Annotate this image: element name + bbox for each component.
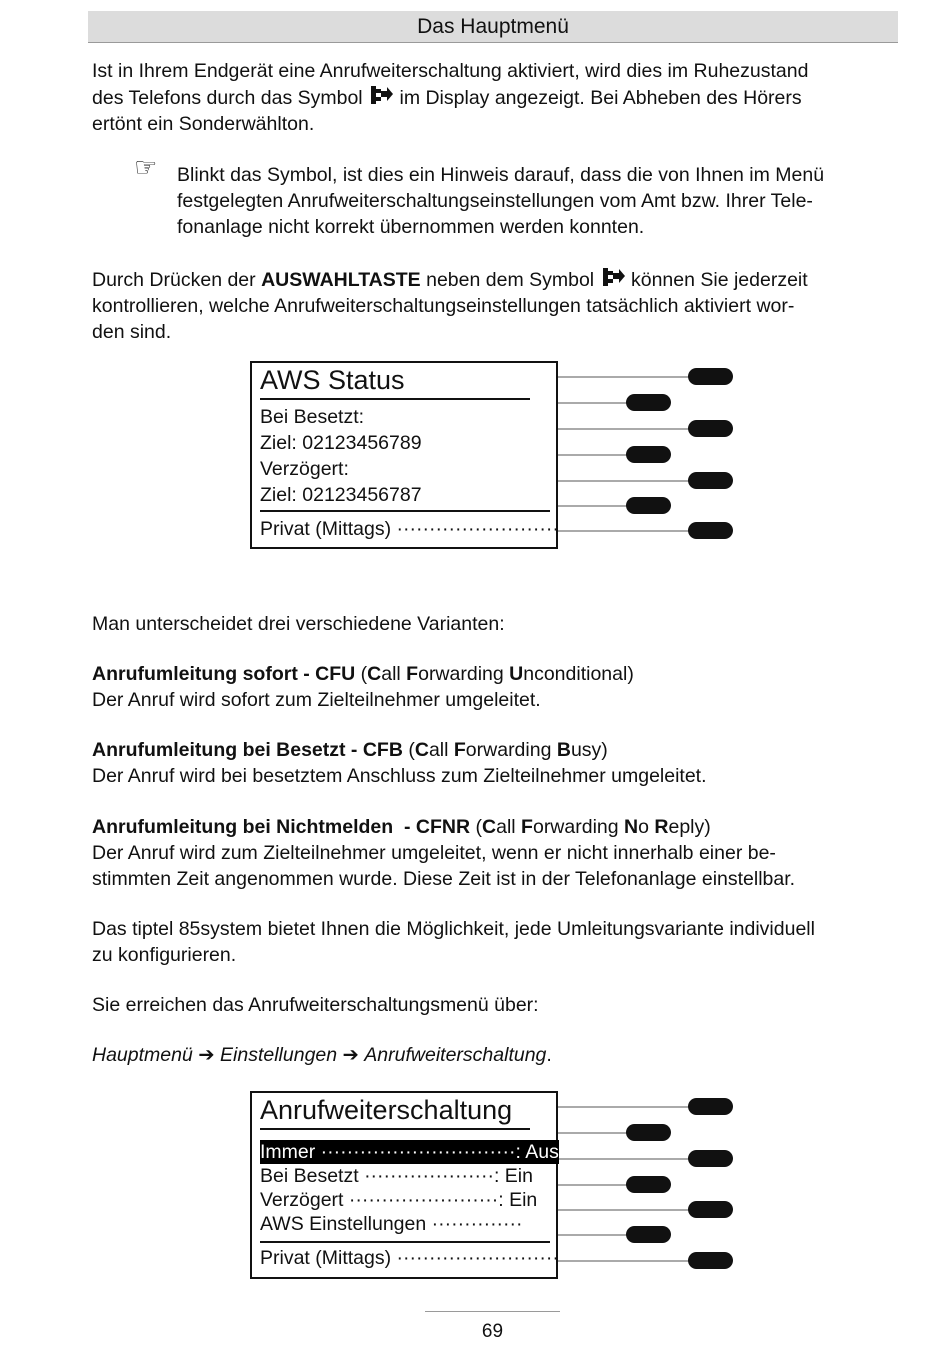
cfu-abbr-letter: F [406, 663, 419, 685]
cfnr-description-1: Der Anruf wird zum Zielteilnehmer umgeleitet, wenn er nicht innerhalb einer be- [92, 842, 776, 864]
system-line-1: Das tiptel 85system bietet Ihnen die Möglichkeit, jede Umleitungsvariante individuell [92, 918, 815, 940]
arrow-right-icon: ➔ [198, 1044, 215, 1066]
path-hauptmenu: Hauptmenü [92, 1044, 193, 1066]
softkey-l1[interactable] [626, 1124, 671, 1141]
note-paragraph [177, 162, 897, 240]
softkey-l2[interactable] [626, 446, 671, 463]
page-number: 69 [481, 1321, 504, 1342]
intro-line-1: Ist in Ihrem Endgerät eine Anrufweiterschaltung aktiviert, wird dies im Ruhezustand [92, 60, 809, 82]
intro-line-3: ertönt ein Sonderwählton. [92, 113, 315, 135]
page-header [88, 11, 898, 43]
cfu-description: Der Anruf wird sofort zum Zielteilnehmer umgeleitet. [92, 689, 541, 711]
title-rule [260, 398, 530, 400]
menu-item-dots: ······················· [348, 1189, 499, 1211]
variants-intro: Man unterscheidet drei verschiedene Varianten: [92, 613, 505, 635]
cfu-abbr-part: nconditional) [523, 663, 634, 685]
cfnr-abbr-letter: F [521, 816, 533, 838]
softkey-r2[interactable] [688, 1150, 733, 1167]
reach-paragraph: Sie erreichen das Anrufweiterschaltungsmenü über: [92, 994, 539, 1016]
path-end: . [546, 1044, 552, 1066]
intro-paragraph [92, 58, 898, 137]
menu-item-label: Bei Besetzt [260, 1165, 359, 1187]
softkey-r3[interactable] [688, 1201, 733, 1218]
softkey-r4[interactable] [688, 522, 733, 539]
press-paragraph [92, 266, 898, 345]
display-footer [260, 1246, 559, 1270]
menu-item-dots: ······························ [320, 1141, 516, 1163]
footer-rule [260, 510, 550, 512]
auswahltaste-label: AUSWAHLTASTE [261, 269, 421, 291]
note-line-2: festgelegten Anrufweiterschaltungseinstellungen vom Amt bzw. Ihrer Tele- [177, 190, 813, 212]
softkey-l1[interactable] [626, 394, 671, 411]
aws-status-panel [0, 361, 950, 551]
press-line-2: kontrollieren, welche Anrufweiterschaltungseinstellungen tatsächlich aktiviert wor- [92, 295, 795, 317]
softkey-r3[interactable] [688, 472, 733, 489]
path-einstellungen: Einstellungen [220, 1044, 338, 1066]
softkey-r2[interactable] [688, 420, 733, 437]
cfu-block [92, 661, 898, 713]
menu-item-label: Verzögert [260, 1189, 344, 1211]
menu-item-dots: ·············· [431, 1213, 523, 1235]
cfb-block [92, 737, 898, 789]
cfnr-block [92, 814, 898, 892]
menu-item-label: Immer [260, 1141, 316, 1163]
path-anrufweiterschaltung: Anrufweiterschaltung [364, 1044, 547, 1066]
menu-item-verzoegert[interactable] [260, 1188, 537, 1212]
cfb-abbr-part: all [428, 739, 454, 761]
cfb-abbr-part: usy) [570, 739, 608, 761]
cfb-title: Anrufumleitung bei Besetzt - CFB [92, 739, 403, 761]
cfb-abbr-letter: B [556, 739, 571, 761]
call-forward-icon [368, 84, 394, 106]
menu-item-value: : Ein [493, 1165, 533, 1187]
cfnr-abbr-part: orwarding [532, 816, 625, 838]
footer-dots: ························· [396, 518, 559, 540]
anrufweiterschaltung-panel [0, 1091, 950, 1281]
footer-divider [425, 1311, 560, 1312]
system-line-2: zu konfigurieren. [92, 944, 237, 966]
aws-status-display [250, 361, 558, 549]
page-title: Das Hauptmenü [417, 15, 569, 38]
press-mid: neben dem Symbol [426, 269, 595, 291]
menu-path [92, 1042, 898, 1068]
cfu-abbr-part: ( [360, 663, 368, 685]
menu-item-value: : Ein [498, 1189, 538, 1211]
display-title: AWS Status [260, 365, 405, 395]
cfu-abbr-part: orwarding [418, 663, 510, 685]
softkey-r1[interactable] [688, 368, 733, 385]
softkey-r1[interactable] [688, 1098, 733, 1115]
anrufweiterschaltung-display [250, 1091, 558, 1279]
display-title: Anrufweiterschaltung [260, 1095, 513, 1125]
softkey-l3[interactable] [626, 497, 671, 514]
cfnr-abbr-part: o [638, 816, 655, 838]
call-forward-icon [600, 266, 626, 288]
note-line-3: fonanlage nicht korrekt übernommen werden konnten. [177, 216, 645, 238]
softkey-l3[interactable] [626, 1226, 671, 1243]
press-post: können Sie jederzeit [630, 269, 808, 291]
footer-label: Privat (Mittags) [260, 518, 392, 540]
cfnr-title: Anrufumleitung bei Nichtmelden - CFNR [92, 816, 471, 838]
cfnr-abbr-letter: R [654, 816, 669, 838]
pointing-hand-icon: ☞ [134, 152, 158, 182]
softkey-r4[interactable] [688, 1252, 733, 1269]
footer-dots: ························· [396, 1247, 559, 1269]
title-rule [260, 1128, 530, 1130]
cfnr-abbr-part: ( [475, 816, 483, 838]
display-row: Ziel: 02123456787 [260, 484, 422, 506]
menu-item-aws-einstellungen[interactable] [260, 1212, 523, 1236]
cfu-abbr-letter: C [367, 663, 382, 685]
cfu-abbr-part: all [381, 663, 407, 685]
menu-item-label: AWS Einstellungen [260, 1213, 427, 1235]
intro-line-2b: im Display angezeigt. Bei Abheben des Hörers [399, 87, 802, 109]
softkey-l2[interactable] [626, 1176, 671, 1193]
cfb-abbr-letter: C [414, 739, 429, 761]
cfb-abbr-letter: F [453, 739, 466, 761]
footer-label: Privat (Mittags) [260, 1247, 392, 1269]
display-row: Ziel: 02123456789 [260, 432, 422, 454]
press-line-3: den sind. [92, 321, 172, 343]
note-line-1: Blinkt das Symbol, ist dies ein Hinweis darauf, dass die von Ihnen im Menü [177, 164, 825, 186]
cfb-abbr-part: ( [408, 739, 415, 761]
menu-item-bei-besetzt[interactable] [260, 1164, 533, 1188]
menu-item-value: : Aus [515, 1141, 559, 1163]
cfu-abbr-letter: U [509, 663, 524, 685]
display-row: Verzögert: [260, 458, 349, 480]
footer-rule [260, 1241, 550, 1243]
display-footer [260, 517, 559, 541]
arrow-right-icon: ➔ [342, 1044, 359, 1066]
cfnr-abbr-letter: N [624, 816, 639, 838]
cfnr-description-2: stimmten Zeit angenommen wurde. Diese Zeit ist in der Telefonanlage einstellbar. [92, 868, 796, 890]
menu-item-dots: ···················· [364, 1165, 494, 1187]
cfnr-abbr-letter: C [482, 816, 497, 838]
cfu-title: Anrufumleitung sofort - CFU [92, 663, 356, 685]
cfnr-abbr-part: eply) [668, 816, 711, 838]
cfnr-abbr-part: all [496, 816, 522, 838]
cfb-abbr-part: orwarding [465, 739, 557, 761]
system-paragraph [92, 916, 898, 968]
press-pre: Durch Drücken der [92, 269, 256, 291]
intro-line-2a: des Telefons durch das Symbol [92, 87, 363, 109]
display-row: Bei Besetzt: [260, 406, 365, 428]
cfb-description: Der Anruf wird bei besetztem Anschluss zum Zielteilnehmer umgeleitet. [92, 765, 707, 787]
menu-item-immer[interactable] [260, 1140, 559, 1164]
